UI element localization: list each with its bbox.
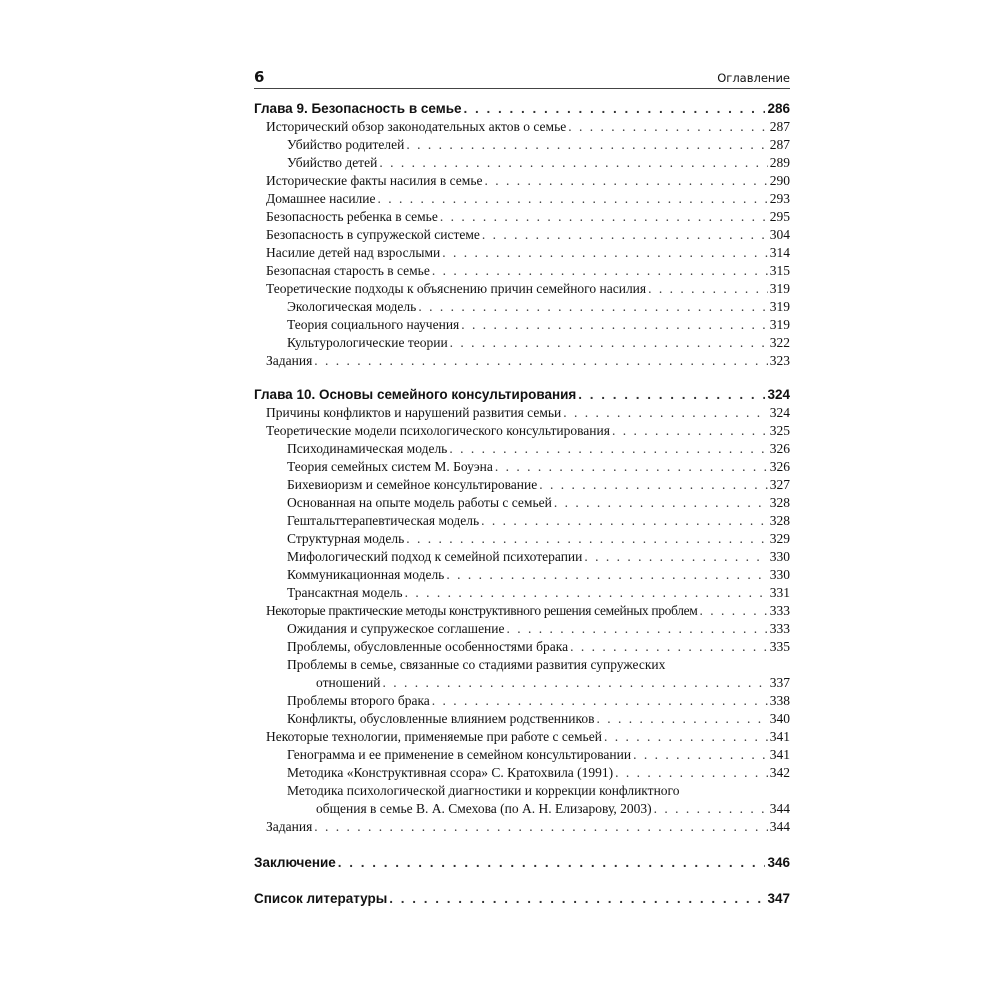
page-ref: 319 bbox=[769, 317, 790, 332]
entry-title: Насилие детей над взрослыми bbox=[266, 245, 441, 260]
page-ref: 287 bbox=[769, 119, 790, 134]
entry-title: Основанная на опыте модель работы с семьей bbox=[287, 495, 552, 510]
page-ref: 331 bbox=[769, 585, 790, 600]
page-ref: 326 bbox=[769, 459, 790, 474]
toc-entry[interactable] bbox=[254, 710, 790, 728]
page-ref: 330 bbox=[769, 567, 790, 582]
table-of-contents bbox=[254, 100, 790, 908]
toc-entry[interactable] bbox=[254, 190, 790, 208]
entry-title: Безопасность ребенка в семье bbox=[266, 209, 438, 224]
page-ref: 295 bbox=[769, 209, 790, 224]
entry-title: Убийство детей bbox=[287, 155, 378, 170]
page-ref: 340 bbox=[769, 711, 790, 726]
toc-chapter-10[interactable] bbox=[254, 386, 790, 404]
entry-title: Культурологические теории bbox=[287, 335, 448, 350]
page-ref: 322 bbox=[769, 335, 790, 350]
entry-title: Домашнее насилие bbox=[266, 191, 376, 206]
page-ref: 333 bbox=[769, 621, 790, 636]
page-ref: 286 bbox=[767, 101, 790, 116]
entry-title: Гештальттерапевтическая модель bbox=[287, 513, 480, 528]
page-ref: 319 bbox=[769, 281, 790, 296]
toc-entry[interactable] bbox=[254, 566, 790, 584]
toc-entry[interactable] bbox=[254, 226, 790, 244]
toc-entry[interactable] bbox=[254, 262, 790, 280]
toc-chapter-9[interactable] bbox=[254, 100, 790, 118]
page-ref: 328 bbox=[769, 513, 790, 528]
entry-title: Теория социального научения bbox=[287, 317, 460, 332]
entry-title: Теоретические модели психологического консультирования bbox=[266, 423, 610, 438]
page-ref: 315 bbox=[769, 263, 790, 278]
entry-title: Проблемы, обусловленные особенностями брака bbox=[287, 639, 569, 654]
entry-title: Ожидания и супружеское соглашение bbox=[287, 621, 505, 636]
toc-entry[interactable] bbox=[254, 172, 790, 190]
page-number: 6 bbox=[254, 68, 265, 86]
page-ref: 330 bbox=[769, 549, 790, 564]
entry-title: Задания bbox=[266, 353, 313, 368]
toc-entry[interactable] bbox=[254, 298, 790, 316]
page-ref: 344 bbox=[769, 801, 790, 816]
entry-title: отношений bbox=[316, 675, 381, 690]
entry-title: Некоторые практические методы конструктивного решения семейных проблем bbox=[266, 603, 698, 618]
page-ref: 325 bbox=[769, 423, 790, 438]
toc-entry[interactable] bbox=[254, 334, 790, 352]
toc-entry[interactable] bbox=[254, 746, 790, 764]
page-ref: 314 bbox=[769, 245, 790, 260]
page-ref: 341 bbox=[769, 747, 790, 762]
page-ref: 335 bbox=[769, 639, 790, 654]
toc-entry[interactable] bbox=[254, 136, 790, 154]
toc-entry[interactable] bbox=[254, 154, 790, 172]
toc-entry[interactable] bbox=[254, 352, 790, 370]
page-ref: 342 bbox=[769, 765, 790, 780]
page-ref: 324 bbox=[767, 387, 790, 402]
toc-entry[interactable] bbox=[254, 602, 790, 620]
entry-title: Исторический обзор законодательных актов о семье bbox=[266, 119, 567, 134]
toc-entry[interactable] bbox=[254, 692, 790, 710]
chapter-title: Список литературы bbox=[254, 891, 388, 906]
entry-title: общения в семье В. А. Смехова (по А. Н. Елизарову, 2003) bbox=[316, 801, 652, 816]
page-ref: 337 bbox=[769, 675, 790, 690]
page-ref: 341 bbox=[769, 729, 790, 744]
toc-entry[interactable] bbox=[254, 458, 790, 476]
page-ref: 329 bbox=[769, 531, 790, 546]
page-ref: 287 bbox=[769, 137, 790, 152]
entry-title: Генограмма и ее применение в семейном консультировании bbox=[287, 747, 632, 762]
toc-entry[interactable] bbox=[254, 638, 790, 656]
page-ref: 323 bbox=[769, 353, 790, 368]
toc-entry[interactable] bbox=[254, 620, 790, 638]
page-header bbox=[254, 68, 790, 89]
entry-title: Теория семейных систем М. Боуэна bbox=[287, 459, 493, 474]
toc-entry[interactable] bbox=[254, 422, 790, 440]
toc-entry-line1[interactable]: Методика психологической диагностики и коррекции конфликтного bbox=[287, 783, 680, 798]
toc-entry[interactable] bbox=[254, 530, 790, 548]
page-ref: 319 bbox=[769, 299, 790, 314]
page-ref: 347 bbox=[767, 891, 790, 906]
toc-entry[interactable] bbox=[254, 494, 790, 512]
chapter-title: Глава 10. Основы семейного консультирования bbox=[254, 387, 577, 402]
toc-entry-line1[interactable]: Проблемы в семье, связанные со стадиями развития супружеских bbox=[287, 657, 666, 672]
entry-title: Некоторые технологии, применяемые при работе с семьей bbox=[266, 729, 602, 744]
toc-entry[interactable] bbox=[254, 728, 790, 746]
entry-title: Исторические факты насилия в семье bbox=[266, 173, 483, 188]
entry-title: Бихевиоризм и семейное консультирование bbox=[287, 477, 538, 492]
toc-entry[interactable] bbox=[254, 404, 790, 422]
entry-title: Мифологический подход к семейной психотерапии bbox=[287, 549, 583, 564]
entry-title: Трансактная модель bbox=[287, 585, 403, 600]
chapter-title: Заключение bbox=[254, 855, 336, 870]
running-title: Оглавление bbox=[717, 71, 790, 85]
entry-title: Структурная модель bbox=[287, 531, 405, 546]
toc-entry[interactable] bbox=[254, 800, 790, 818]
page-ref: 326 bbox=[769, 441, 790, 456]
entry-title: Причины конфликтов и нарушений развития семьи bbox=[266, 405, 562, 420]
toc-entry[interactable] bbox=[254, 316, 790, 334]
toc-entry[interactable] bbox=[254, 674, 790, 692]
entry-title: Проблемы второго брака bbox=[287, 693, 430, 708]
entry-title: Коммуникационная модель bbox=[287, 567, 445, 582]
page-ref: 293 bbox=[769, 191, 790, 206]
page-ref: 324 bbox=[769, 405, 790, 420]
toc-entry[interactable] bbox=[254, 280, 790, 298]
toc-entry[interactable] bbox=[254, 118, 790, 136]
entry-title: Теоретические подходы к объяснению причин семейного насилия bbox=[266, 281, 647, 296]
page-ref: 328 bbox=[769, 495, 790, 510]
page-ref: 338 bbox=[769, 693, 790, 708]
toc-entry[interactable] bbox=[254, 244, 790, 262]
entry-title: Задания bbox=[266, 819, 313, 834]
toc-entry[interactable] bbox=[254, 818, 790, 836]
page-ref: 344 bbox=[769, 819, 790, 834]
page-ref: 289 bbox=[769, 155, 790, 170]
page-ref: 304 bbox=[769, 227, 790, 242]
toc-entry[interactable] bbox=[254, 548, 790, 566]
toc-entry[interactable] bbox=[254, 440, 790, 458]
toc-entry[interactable] bbox=[254, 512, 790, 530]
toc-conclusion[interactable] bbox=[254, 854, 790, 872]
entry-title: Психодинамическая модель bbox=[287, 441, 448, 456]
page-ref: 346 bbox=[767, 855, 790, 870]
toc-entry[interactable] bbox=[254, 584, 790, 602]
toc-entry[interactable] bbox=[254, 476, 790, 494]
entry-title: Экологическая модель bbox=[287, 299, 417, 314]
page-ref: 333 bbox=[769, 603, 790, 618]
page-ref: 327 bbox=[769, 477, 790, 492]
entry-title: Безопасность в супружеской системе bbox=[266, 227, 480, 242]
chapter-title: Глава 9. Безопасность в семье bbox=[254, 101, 462, 116]
page-ref: 290 bbox=[769, 173, 790, 188]
toc-references[interactable] bbox=[254, 890, 790, 908]
toc-entry[interactable] bbox=[254, 764, 790, 782]
toc-entry[interactable] bbox=[254, 208, 790, 226]
entry-title: Конфликты, обусловленные влиянием родственников bbox=[287, 711, 595, 726]
entry-title: Методика «Конструктивная ссора» С. Кратохвила (1991) bbox=[287, 765, 614, 780]
entry-title: Убийство родителей bbox=[287, 137, 405, 152]
entry-title: Безопасная старость в семье bbox=[266, 263, 430, 278]
